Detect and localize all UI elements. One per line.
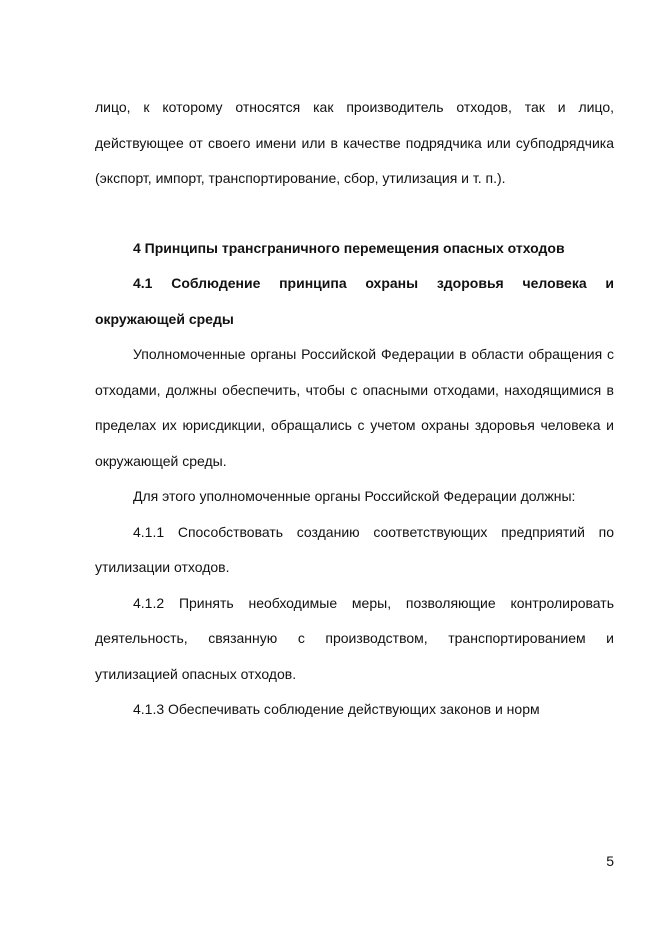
page-number: 5 xyxy=(606,853,614,869)
body-paragraph: Для этого уполномоченные органы Российской Федерации должны: xyxy=(133,488,576,504)
body-paragraph: Уполномоченные органы Российской Федерации в области обращения с отходами, должны обеспечить, чтобы с опасными отходами, находящимися в пределах их юрисдикции, обращались с учетом охраны здоровья человека и окружающей среды. xyxy=(95,346,614,469)
page-content xyxy=(95,90,614,728)
clause-4-1-1: 4.1.1 Способствовать созданию соответствующих предприятий по утилизации отходов. xyxy=(95,523,614,575)
subsection-heading: 4.1 Соблюдение принципа охраны здоровья человека и окружающей среды xyxy=(95,275,614,327)
section-heading: 4 Принципы трансграничного перемещения опасных отходов xyxy=(133,239,565,256)
clause-4-1-3: 4.1.3 Обеспечивать соблюдение действующих законов и норм xyxy=(133,701,540,717)
clause-4-1-2: 4.1.2 Принять необходимые меры, позволяющие контролировать деятельность, связанную с производством, транспортированием и утилизацией опасных отходов. xyxy=(95,594,614,682)
paragraph-continuation: лицо, к которому относятся как производитель отходов, так и лицо, действующее от своего имени или в качестве подрядчика или субподрядчика (экспорт, импорт, транспортирование, сбор, утилизация и т. п.). xyxy=(95,99,614,186)
section-spacer xyxy=(95,197,614,231)
